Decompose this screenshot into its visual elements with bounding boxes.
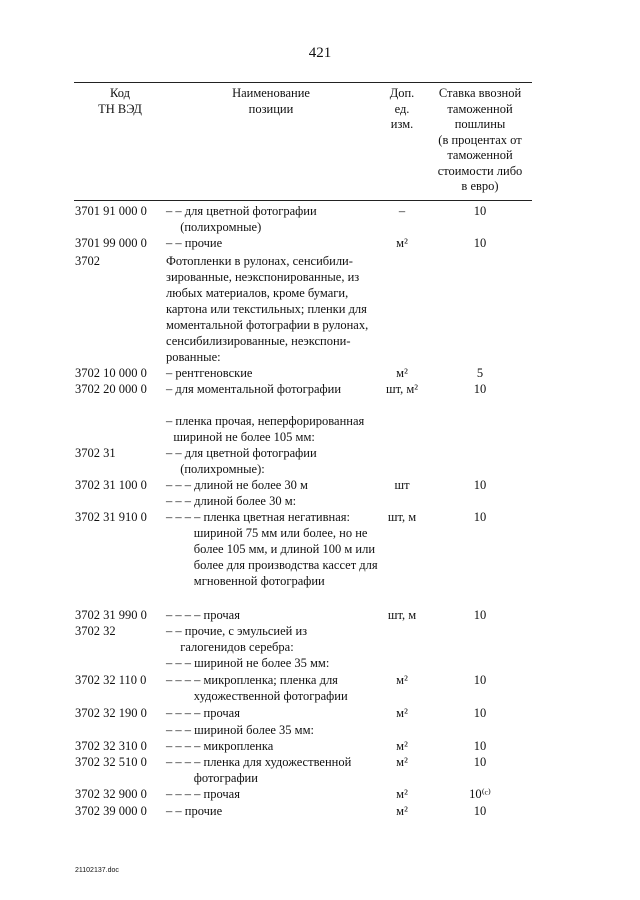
row-code: 3702 31 990 0 bbox=[75, 608, 147, 622]
row-indent-dashes: – – bbox=[166, 204, 185, 218]
row-indent-dashes: – – – bbox=[166, 478, 195, 492]
row-name-text: длиной более 30 м: bbox=[194, 494, 297, 508]
table-top-rule bbox=[74, 82, 532, 83]
row-rate: 10⁽ᶜ⁾ bbox=[469, 787, 491, 801]
row-name-continuation: (полихромные) bbox=[180, 220, 262, 234]
row-unit: м² bbox=[396, 366, 408, 380]
row-unit: шт, м bbox=[387, 510, 417, 524]
row-name-text: прочие bbox=[184, 804, 223, 818]
row-name-text: Фотопленки в рулонах, сенсибили-зированные, неэкспонированные, из любых материалов, кроме бумаги, картона или текстильных; пленки для моментальной фотографии в рулонах, сенсибилизированные, неэкспони-рованные: bbox=[166, 254, 369, 364]
row-unit: м² bbox=[396, 739, 408, 753]
row-name-continuation: галогенидов серебра: bbox=[180, 640, 294, 654]
row-name bbox=[166, 672, 384, 704]
row-code: 3702 31 100 0 bbox=[75, 478, 147, 492]
row-name bbox=[166, 203, 384, 235]
header-bottom-rule bbox=[74, 200, 532, 201]
row-name-text: прочая bbox=[203, 608, 240, 622]
row-name bbox=[166, 381, 384, 397]
row-indent-dashes: – – – – bbox=[166, 739, 204, 753]
row-unit: – bbox=[398, 204, 406, 218]
row-rate: 10 bbox=[473, 236, 487, 250]
row-indent-dashes: – – bbox=[166, 624, 185, 638]
row-name-text: прочие, с эмульсией из bbox=[184, 624, 308, 638]
row-rate: 10 bbox=[473, 706, 487, 720]
row-name-text: пленка цветная негативная: bbox=[203, 510, 350, 524]
row-indent-dashes: – – bbox=[166, 804, 185, 818]
row-name-text: длиной не более 30 м bbox=[194, 478, 308, 492]
row-name-continuation: шириной не более 105 мм: bbox=[173, 430, 315, 444]
row-indent-dashes: – – bbox=[166, 236, 185, 250]
row-indent-dashes: – – – bbox=[166, 656, 195, 670]
row-rate: 10 bbox=[473, 608, 487, 622]
row-rate: 10 bbox=[473, 510, 487, 524]
header-rate: Ставка ввозной таможенной пошлины (в процентах от таможенной стоимости либо в евро) bbox=[437, 86, 523, 193]
row-name-text: для цветной фотографии bbox=[184, 446, 317, 460]
row-name bbox=[166, 365, 384, 381]
row-code: 3702 32 bbox=[75, 624, 116, 638]
row-rate: 10 bbox=[473, 382, 487, 396]
row-indent-dashes: – bbox=[166, 366, 176, 380]
row-name-text: для цветной фотографии bbox=[184, 204, 317, 218]
row-indent-dashes: – bbox=[166, 382, 176, 396]
row-name bbox=[166, 655, 384, 671]
row-name bbox=[166, 786, 384, 802]
row-unit: шт, м² bbox=[385, 382, 419, 396]
row-unit: м² bbox=[396, 706, 408, 720]
row-name-text: прочая bbox=[203, 787, 240, 801]
row-rate: 10 bbox=[473, 204, 487, 218]
row-unit: м² bbox=[396, 236, 408, 250]
row-code: 3702 31 910 0 bbox=[75, 510, 147, 524]
row-code: 3702 39 000 0 bbox=[75, 804, 147, 818]
row-name bbox=[166, 493, 384, 509]
row-name bbox=[166, 738, 384, 754]
row-name-text: для моментальной фотографии bbox=[175, 382, 342, 396]
row-code: 3702 32 190 0 bbox=[75, 706, 147, 720]
row-name bbox=[166, 235, 384, 251]
row-indent-dashes: – – – – bbox=[166, 706, 204, 720]
row-code: 3702 32 110 0 bbox=[75, 673, 147, 687]
row-code: 3702 10 000 0 bbox=[75, 366, 147, 380]
row-code: 3701 91 000 0 bbox=[75, 204, 147, 218]
row-name bbox=[166, 607, 384, 623]
row-rate: 10 bbox=[473, 739, 487, 753]
row-indent-dashes: – – – – bbox=[166, 673, 204, 687]
row-name-text: пленка для художественной bbox=[203, 755, 352, 769]
row-name-text: шириной не более 35 мм: bbox=[194, 656, 330, 670]
row-unit: м² bbox=[396, 804, 408, 818]
header-code: Код ТН ВЭД bbox=[98, 86, 142, 116]
row-indent-dashes: – – – bbox=[166, 723, 195, 737]
row-code: 3702 31 bbox=[75, 446, 116, 460]
row-code: 3701 99 000 0 bbox=[75, 236, 147, 250]
row-name-text: микропленка bbox=[203, 739, 274, 753]
row-name-text: прочая bbox=[203, 706, 240, 720]
row-name bbox=[166, 509, 384, 589]
row-name-text: рентгеновские bbox=[175, 366, 253, 380]
row-name bbox=[166, 754, 384, 786]
row-name bbox=[166, 477, 384, 493]
row-name-text: прочие bbox=[184, 236, 223, 250]
row-indent-dashes: – – – – bbox=[166, 787, 204, 801]
row-code: 3702 bbox=[75, 254, 100, 268]
header-unit: Доп. ед. изм. bbox=[389, 86, 415, 131]
row-code: 3702 32 310 0 bbox=[75, 739, 147, 753]
row-unit: м² bbox=[396, 755, 408, 769]
row-indent-dashes: – bbox=[166, 414, 176, 428]
row-rate: 10 bbox=[473, 755, 487, 769]
row-name bbox=[166, 253, 384, 365]
page-number: 421 bbox=[308, 45, 332, 61]
row-name bbox=[166, 413, 384, 445]
row-indent-dashes: – – – – bbox=[166, 755, 204, 769]
row-code: 3702 32 510 0 bbox=[75, 755, 147, 769]
row-name-text: пленка прочая, неперфорированная bbox=[175, 414, 365, 428]
row-indent-dashes: – – – – bbox=[166, 510, 204, 524]
row-name-continuation: фотографии bbox=[193, 771, 258, 785]
row-name-text: шириной более 35 мм: bbox=[194, 723, 314, 737]
row-unit: м² bbox=[396, 787, 408, 801]
row-rate: 5 bbox=[476, 366, 484, 380]
row-code: 3702 32 900 0 bbox=[75, 787, 147, 801]
row-name bbox=[166, 722, 384, 738]
row-code: 3702 20 000 0 bbox=[75, 382, 147, 396]
row-name-continuation: художественной фотографии bbox=[193, 689, 348, 703]
row-name bbox=[166, 623, 384, 655]
row-unit: шт bbox=[394, 478, 410, 492]
row-name-text: микропленка; пленка для bbox=[203, 673, 338, 687]
row-rate: 10 bbox=[473, 478, 487, 492]
footer-filename: 21102137.doc bbox=[75, 867, 119, 874]
row-unit: шт, м bbox=[387, 608, 417, 622]
row-name-continuation: (полихромные): bbox=[180, 462, 265, 476]
row-unit: м² bbox=[396, 673, 408, 687]
row-rate: 10 bbox=[473, 673, 487, 687]
row-name-continuation: шириной 75 мм или более, но не более 105 мм, и длиной 100 м или более для производства кассет для мгновенной фотографии bbox=[193, 526, 378, 588]
row-indent-dashes: – – – – bbox=[166, 608, 204, 622]
row-rate: 10 bbox=[473, 804, 487, 818]
row-indent-dashes: – – – bbox=[166, 494, 195, 508]
row-name bbox=[166, 705, 384, 721]
row-name bbox=[166, 445, 384, 477]
header-name: Наименование позиции bbox=[232, 86, 310, 116]
row-indent-dashes: – – bbox=[166, 446, 185, 460]
row-name bbox=[166, 803, 384, 819]
